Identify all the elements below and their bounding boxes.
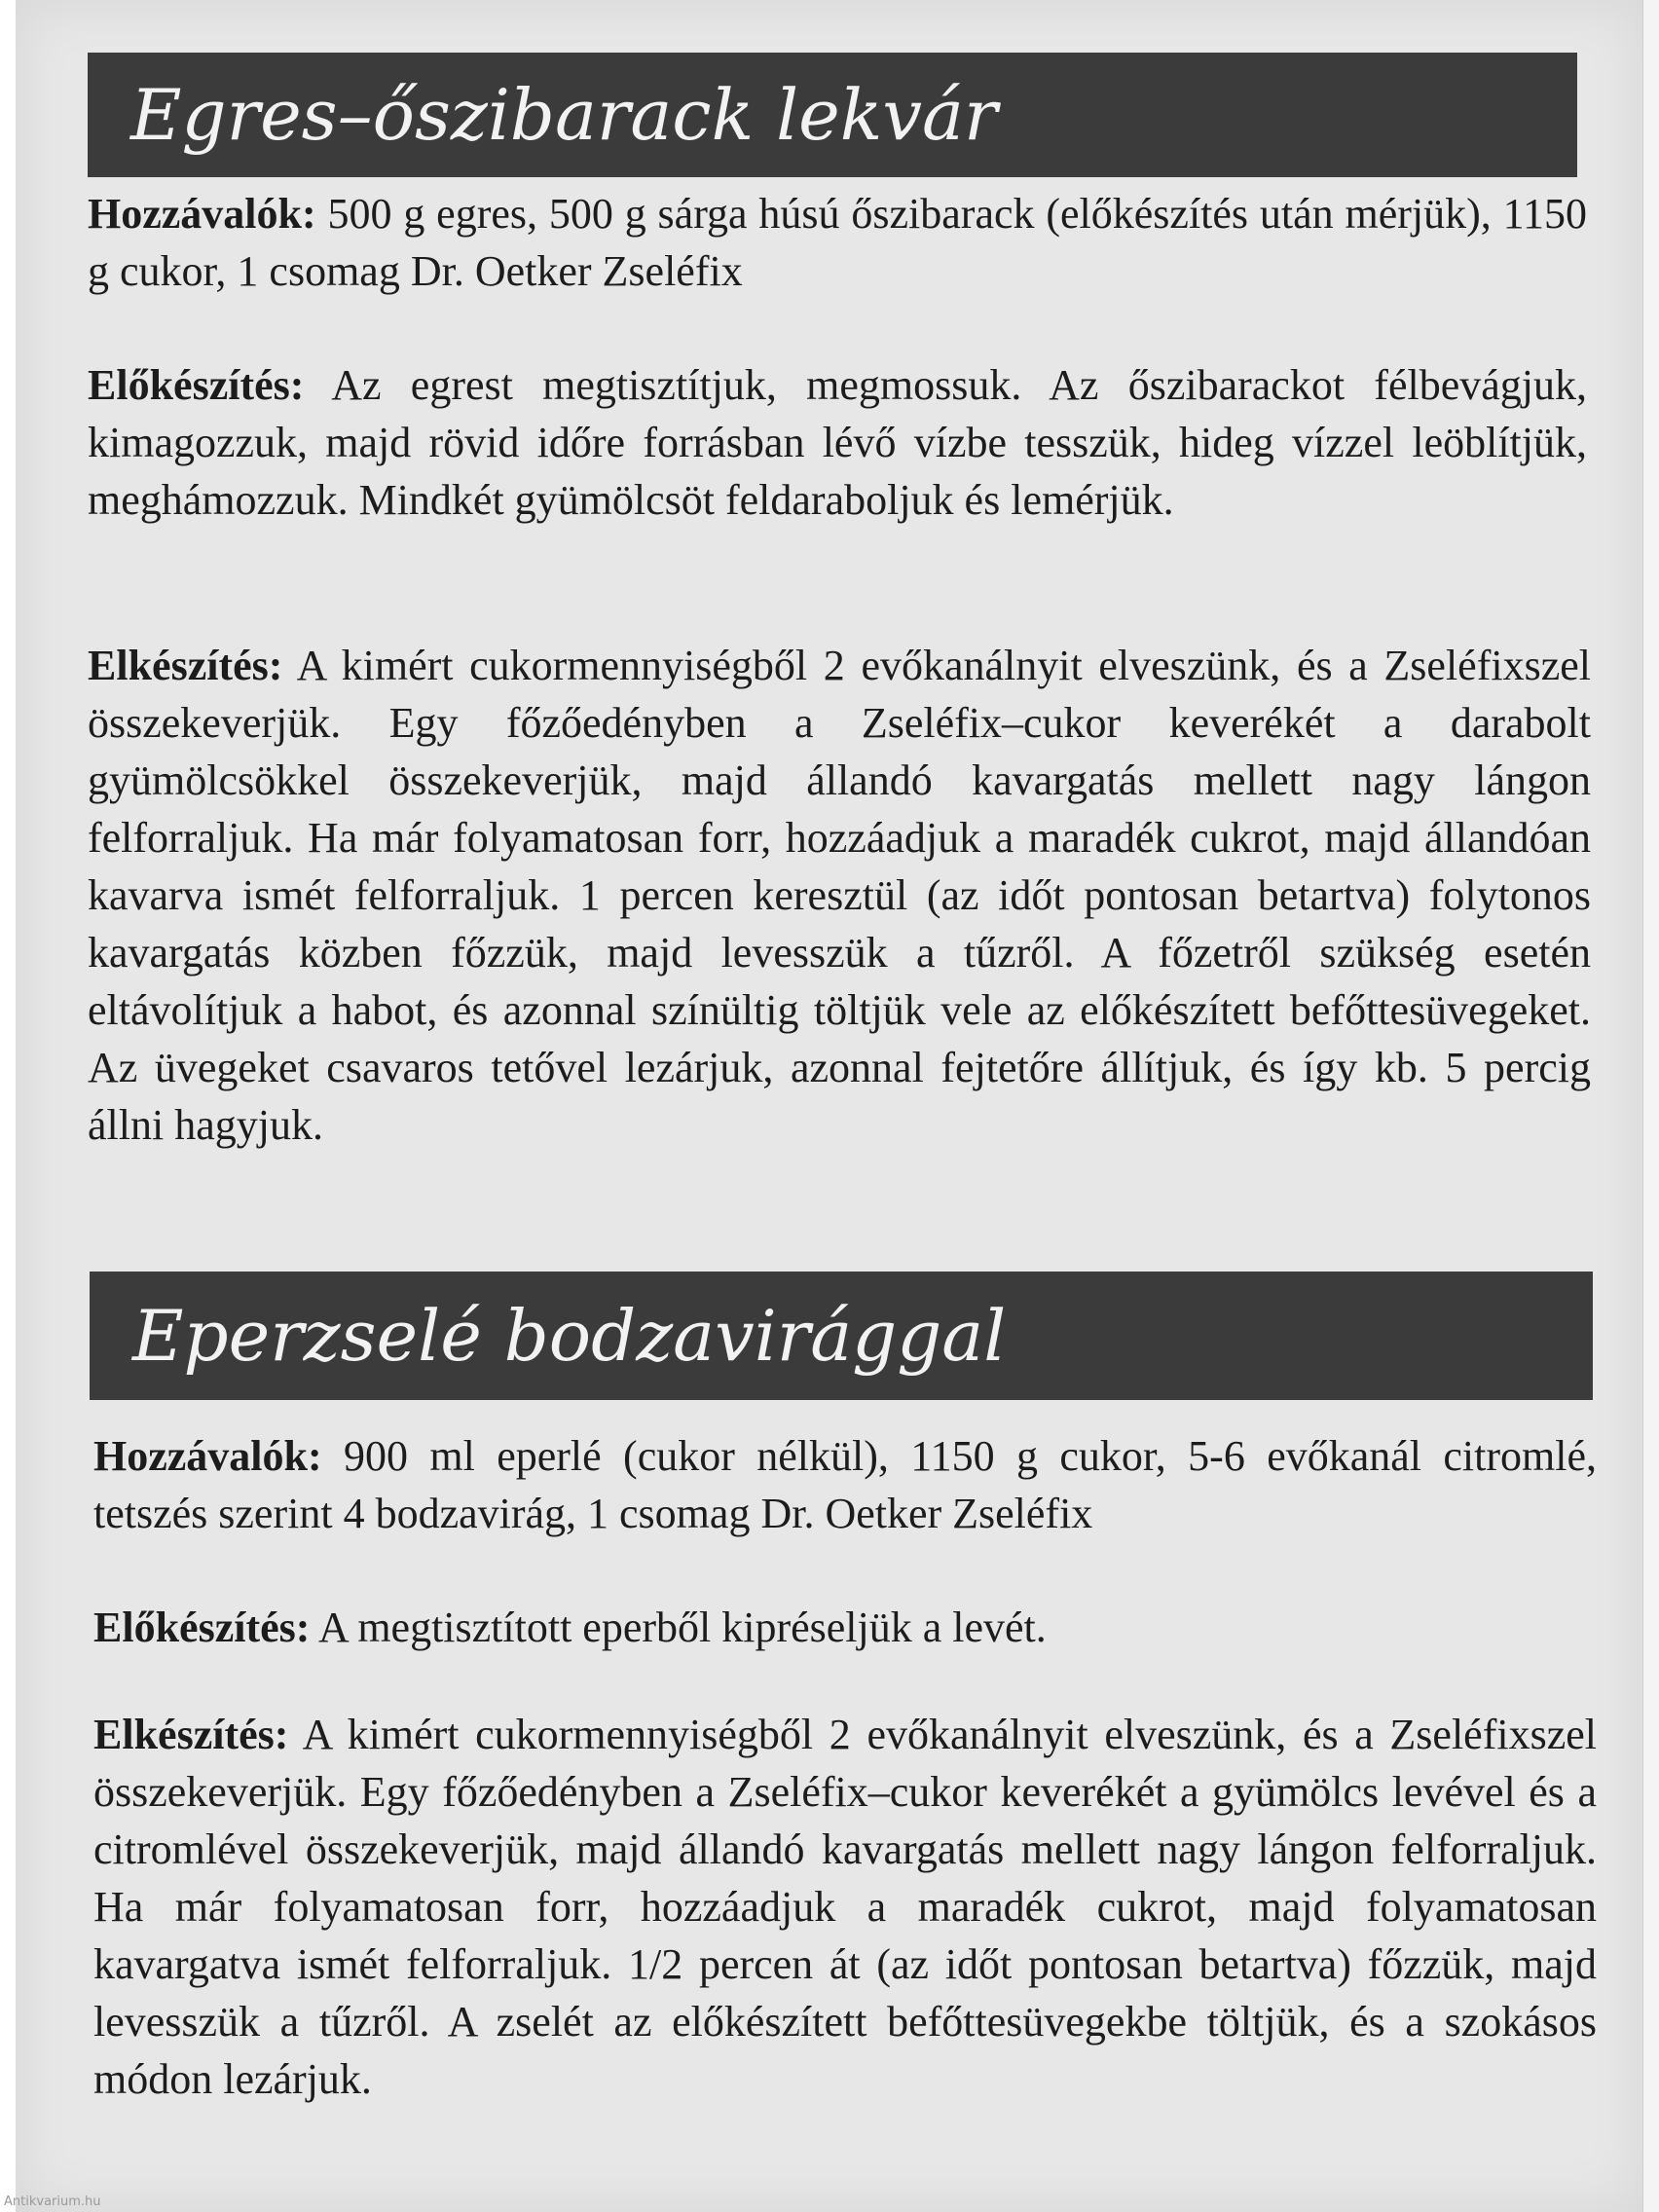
recipe-2-method-label: Elkészítés: xyxy=(93,1711,289,1758)
recipe-1-prep-text: Az egrest megtisztítjuk, megmossuk. Az őszibarackot félbevágjuk, kimagozzuk, majd rövid időre forrásban lévő vízbe tesszük, hideg vízzel leöblítjük, meghámozzuk. Mindkét gyümölcsöt feldaraboljuk és lemérjük. xyxy=(88,361,1587,524)
recipe-2-ingredients-label: Hozzávalók: xyxy=(93,1432,322,1480)
recipe-2-method-text: A kimért cukormennyiségből 2 evőkanálnyit elveszünk, és a Zseléfixszel összekeverjük. Egy főzőedényben a Zseléfix–cukor keverékét a gyümölcs levével és a citromlével összekeverjük, majd állandó kavargatás mellett nagy lángon felforraljuk. Ha már folyamatosan forr, hozzáadjuk a maradék cukrot, majd folyamatosan kavargatva ismét felforraljuk. 1/2 percen át (az időt pontosan betartva) főzzük, majd levesszük a tűzről. A zselét az előkészített befőttesüvegekbe töltjük, és a szokásos módon lezárjuk. xyxy=(93,1711,1597,2103)
recipe-1-ingredients-label: Hozzávalók: xyxy=(88,190,316,238)
recipe-1-title: Egres–őszibarack lekvár xyxy=(88,53,1577,177)
recipe-1-ingredients-text: 500 g egres, 500 g sárga húsú őszibarack (előkészítés után mérjük), 1150 g cukor, 1 csomag Dr. Oetker Zseléfix xyxy=(88,190,1587,295)
recipe-2-method xyxy=(93,1706,1597,2108)
recipe-2-title: Eperzselé bodzavirággal xyxy=(90,1272,1593,1400)
recipe-1-prep-label: Előkészítés: xyxy=(88,361,305,409)
recipe-2-ingredients-text: 900 ml eperlé (cukor nélkül), 1150 g cukor, 5-6 evőkanál citromlé, tetszés szerint 4 bodzavirág, 1 csomag Dr. Oetker Zseléfix xyxy=(93,1432,1597,1537)
recipe-1-ingredients xyxy=(88,185,1587,300)
recipe-1-method-text: A kimért cukormennyiségből 2 evőkanálnyit elveszünk, és a Zseléfixszel összekeverjük. Egy főzőedényben a Zseléfix–cukor keverékét a darabolt gyümölcsökkel összekeverjük, majd állandó kavargatás mellett nagy lángon felforraljuk. Ha már folyamatosan forr, hozzáadjuk a maradék cukrot, majd állandóan kavarva ismét felforraljuk. 1 percen keresztül (az időt pontosan betartva) folytonos kavargatás közben főzzük, majd levesszük a tűzről. A főzetről szükség esetén eltávolítjuk a habot, és azonnal színültig töltjük vele az előkészített befőttesüvegeket. Az üvegeket csavaros tetővel lezárjuk, azonnal fejtetőre állítjuk, és így kb. 5 percig állni hagyjuk. xyxy=(88,642,1591,1149)
recipe-1-method xyxy=(88,637,1591,1154)
page-edge xyxy=(1642,0,1659,2212)
recipe-2-ingredients xyxy=(93,1427,1597,1542)
watermark: Antikvarium.hu xyxy=(4,2194,101,2209)
recipe-2-preparation xyxy=(93,1599,1597,1656)
recipe-1-preparation xyxy=(88,356,1587,529)
recipe-1-method-label: Elkészítés: xyxy=(88,642,283,689)
recipe-2-prep-text: A megtisztított eperből kipréseljük a levét. xyxy=(310,1604,1047,1651)
recipe-2-prep-label: Előkészítés: xyxy=(93,1604,311,1651)
